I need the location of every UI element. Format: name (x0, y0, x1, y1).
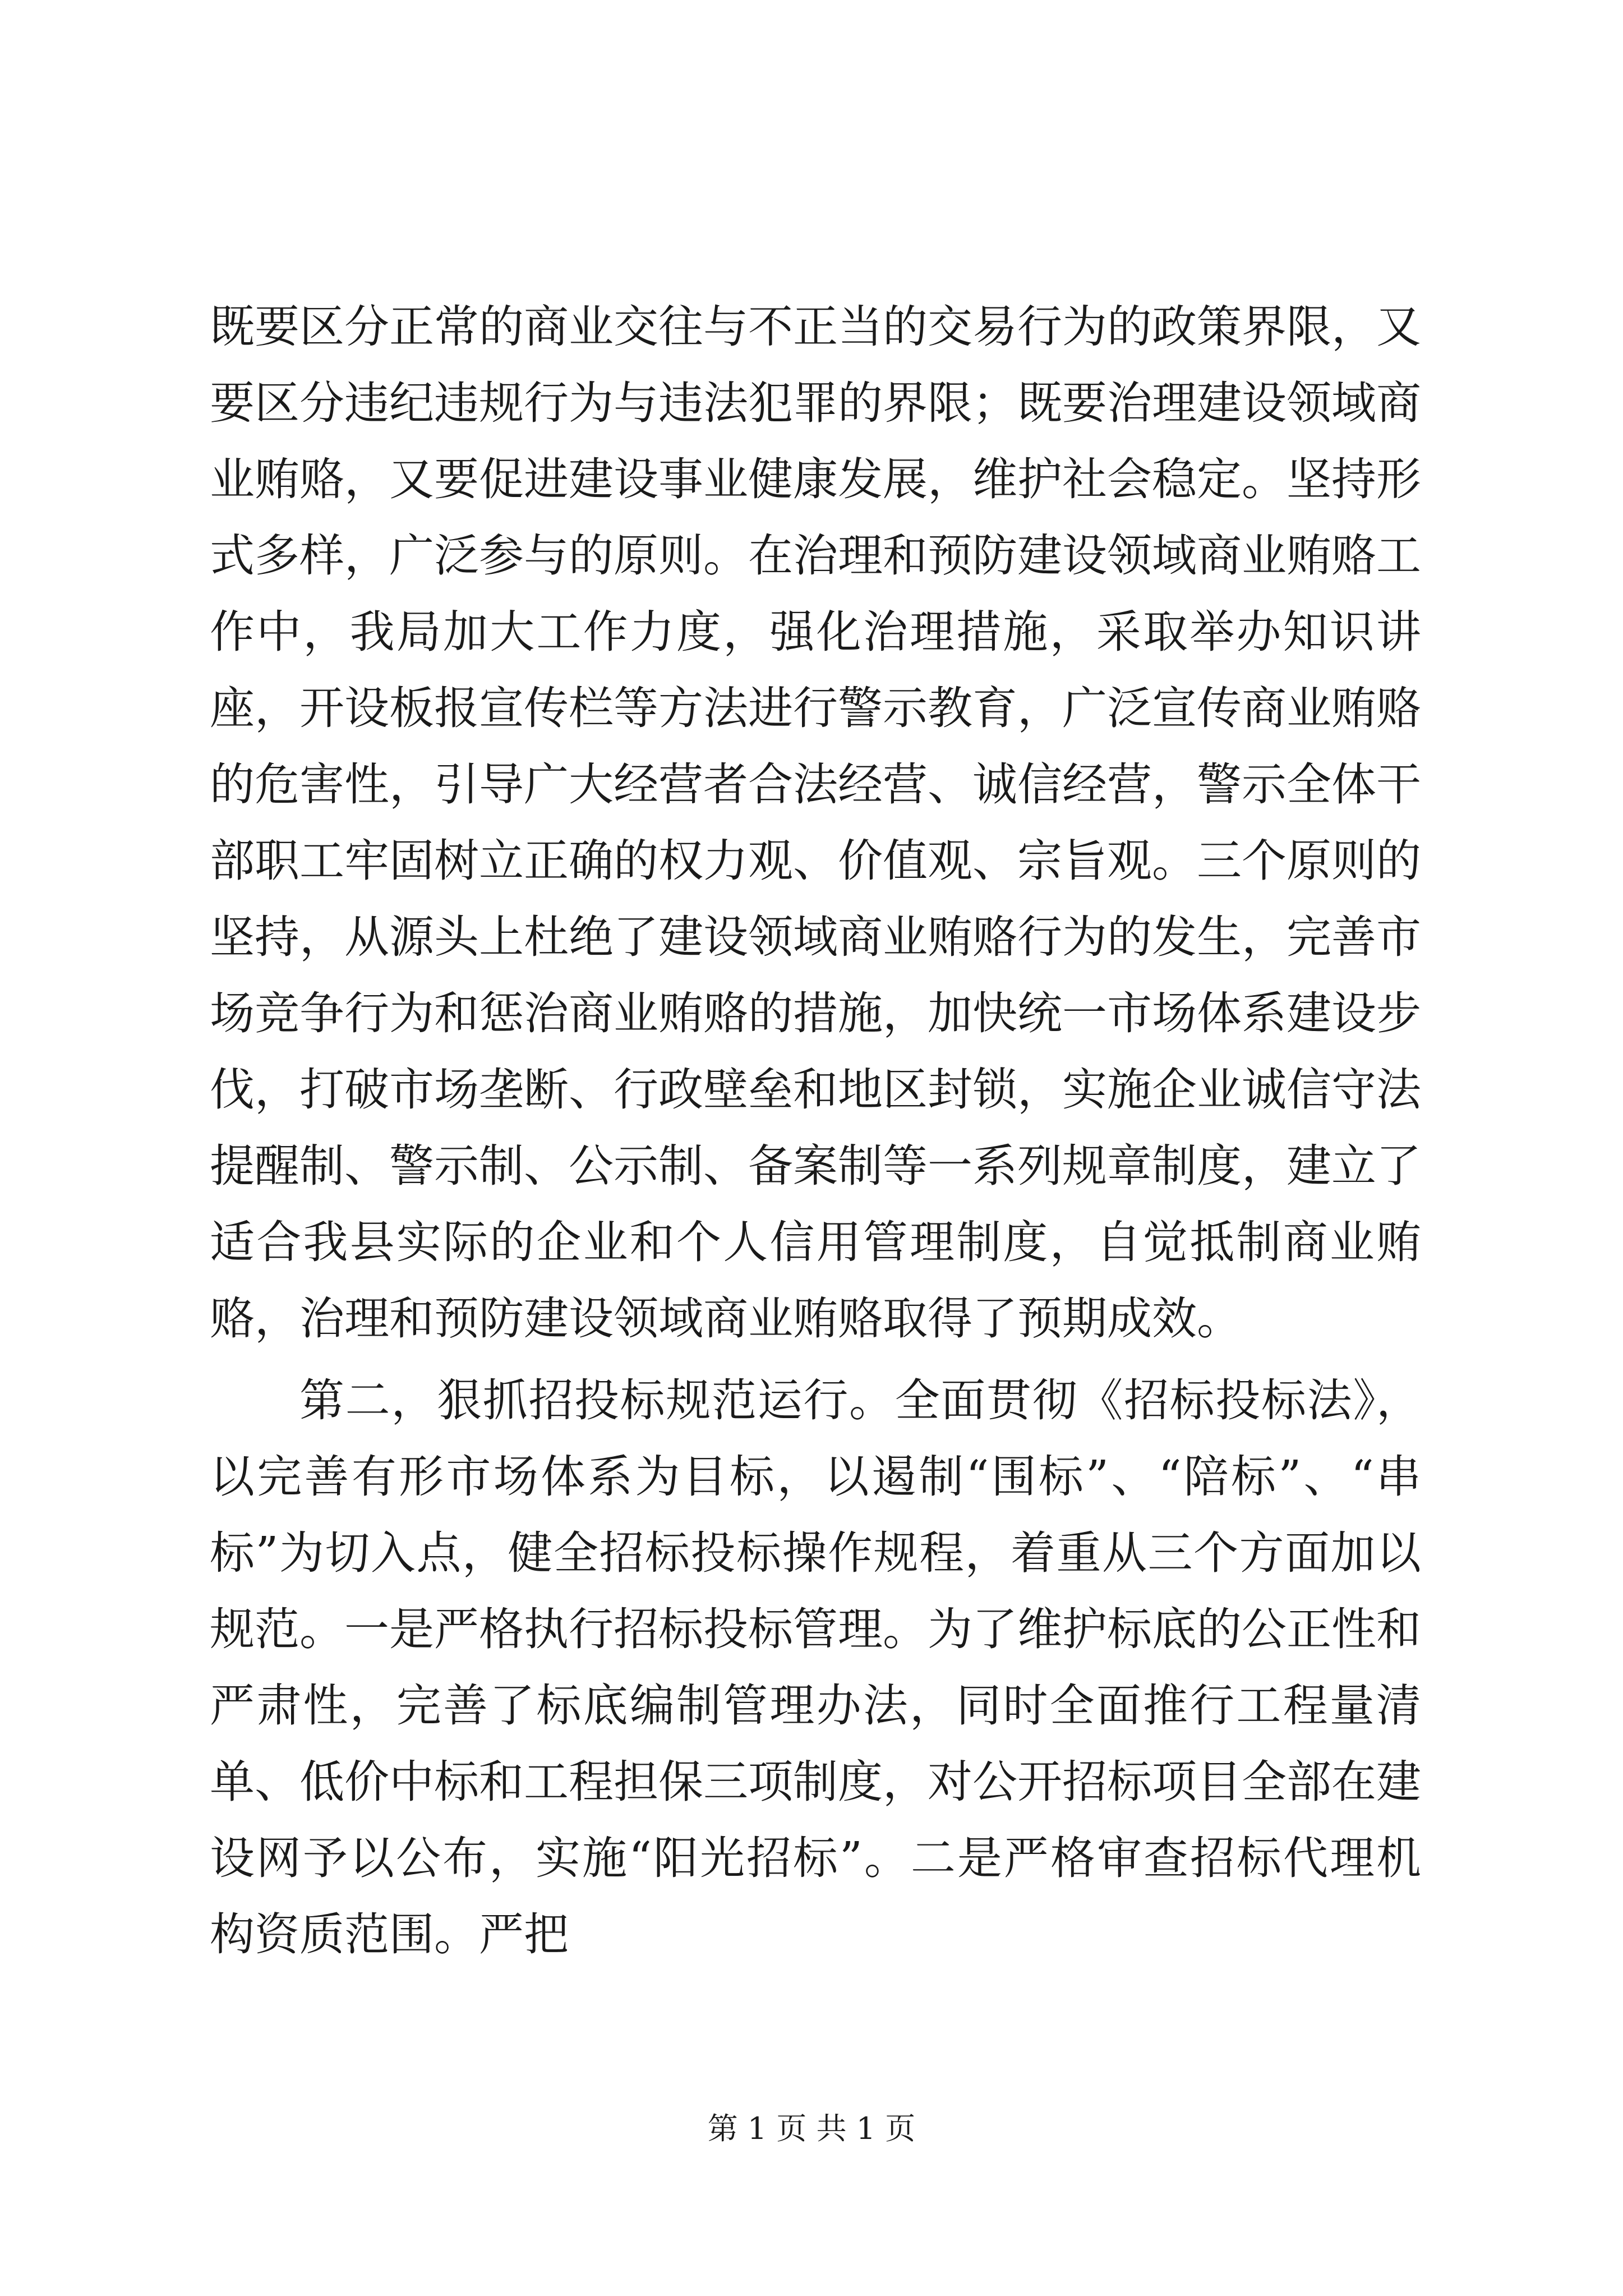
document-body (210, 289, 1421, 1973)
paragraph-second-point: 第二，狠抓招投标规范运行。全面贯彻《招标投标法》，以完善有形市场体系为目标，以遏制“围标”、“陪标”、“串标”为切入点，健全招标投标操作规程，着重从三个方面加以规范。一是严格执行招标投标管理。为了维护标底的公正性和严肃性，完善了标底编制管理办法，同时全面推行工程量清单、低价中标和工程担保三项制度，对公开招标项目全部在建设网予以公布，实施“阳光招标”。二是严格审查招标代理机构资质范围。严把 (210, 1374, 1421, 1961)
page-footer: 第 1 页 共 1 页 (707, 2111, 916, 2146)
paragraph-continuation: 既要区分正常的商业交往与不正当的交易行为的政策界限，又要区分违纪违规行为与违法犯罪的界限；既要治理建设领域商业贿赂，又要促进建设事业健康发展，维护社会稳定。坚持形式多样，广泛参与的原则。在治理和预防建设领域商业贿赂工作中，我局加大工作力度，强化治理措施，采取举办知识讲座，开设板报宣传栏等方法进行警示教育，广泛宣传商业贿赂的危害性，引导广大经营者合法经营、诚信经营，警示全体干部职工牢固树立正确的权力观、价值观、宗旨观。三个原则的坚持，从源头上杜绝了建设领域商业贿赂行为的发生，完善市场竞争行为和惩治商业贿赂的措施，加快统一市场体系建设步伐，打破市场垄断、行政壁垒和地区封锁，实施企业诚信守法提醒制、警示制、公示制、备案制等一系列规章制度，建立了适合我县实际的企业和个人信用管理制度，自觉抵制商业贿赂，治理和预防建设领域商业贿赂取得了预期成效。 (210, 301, 1421, 1345)
